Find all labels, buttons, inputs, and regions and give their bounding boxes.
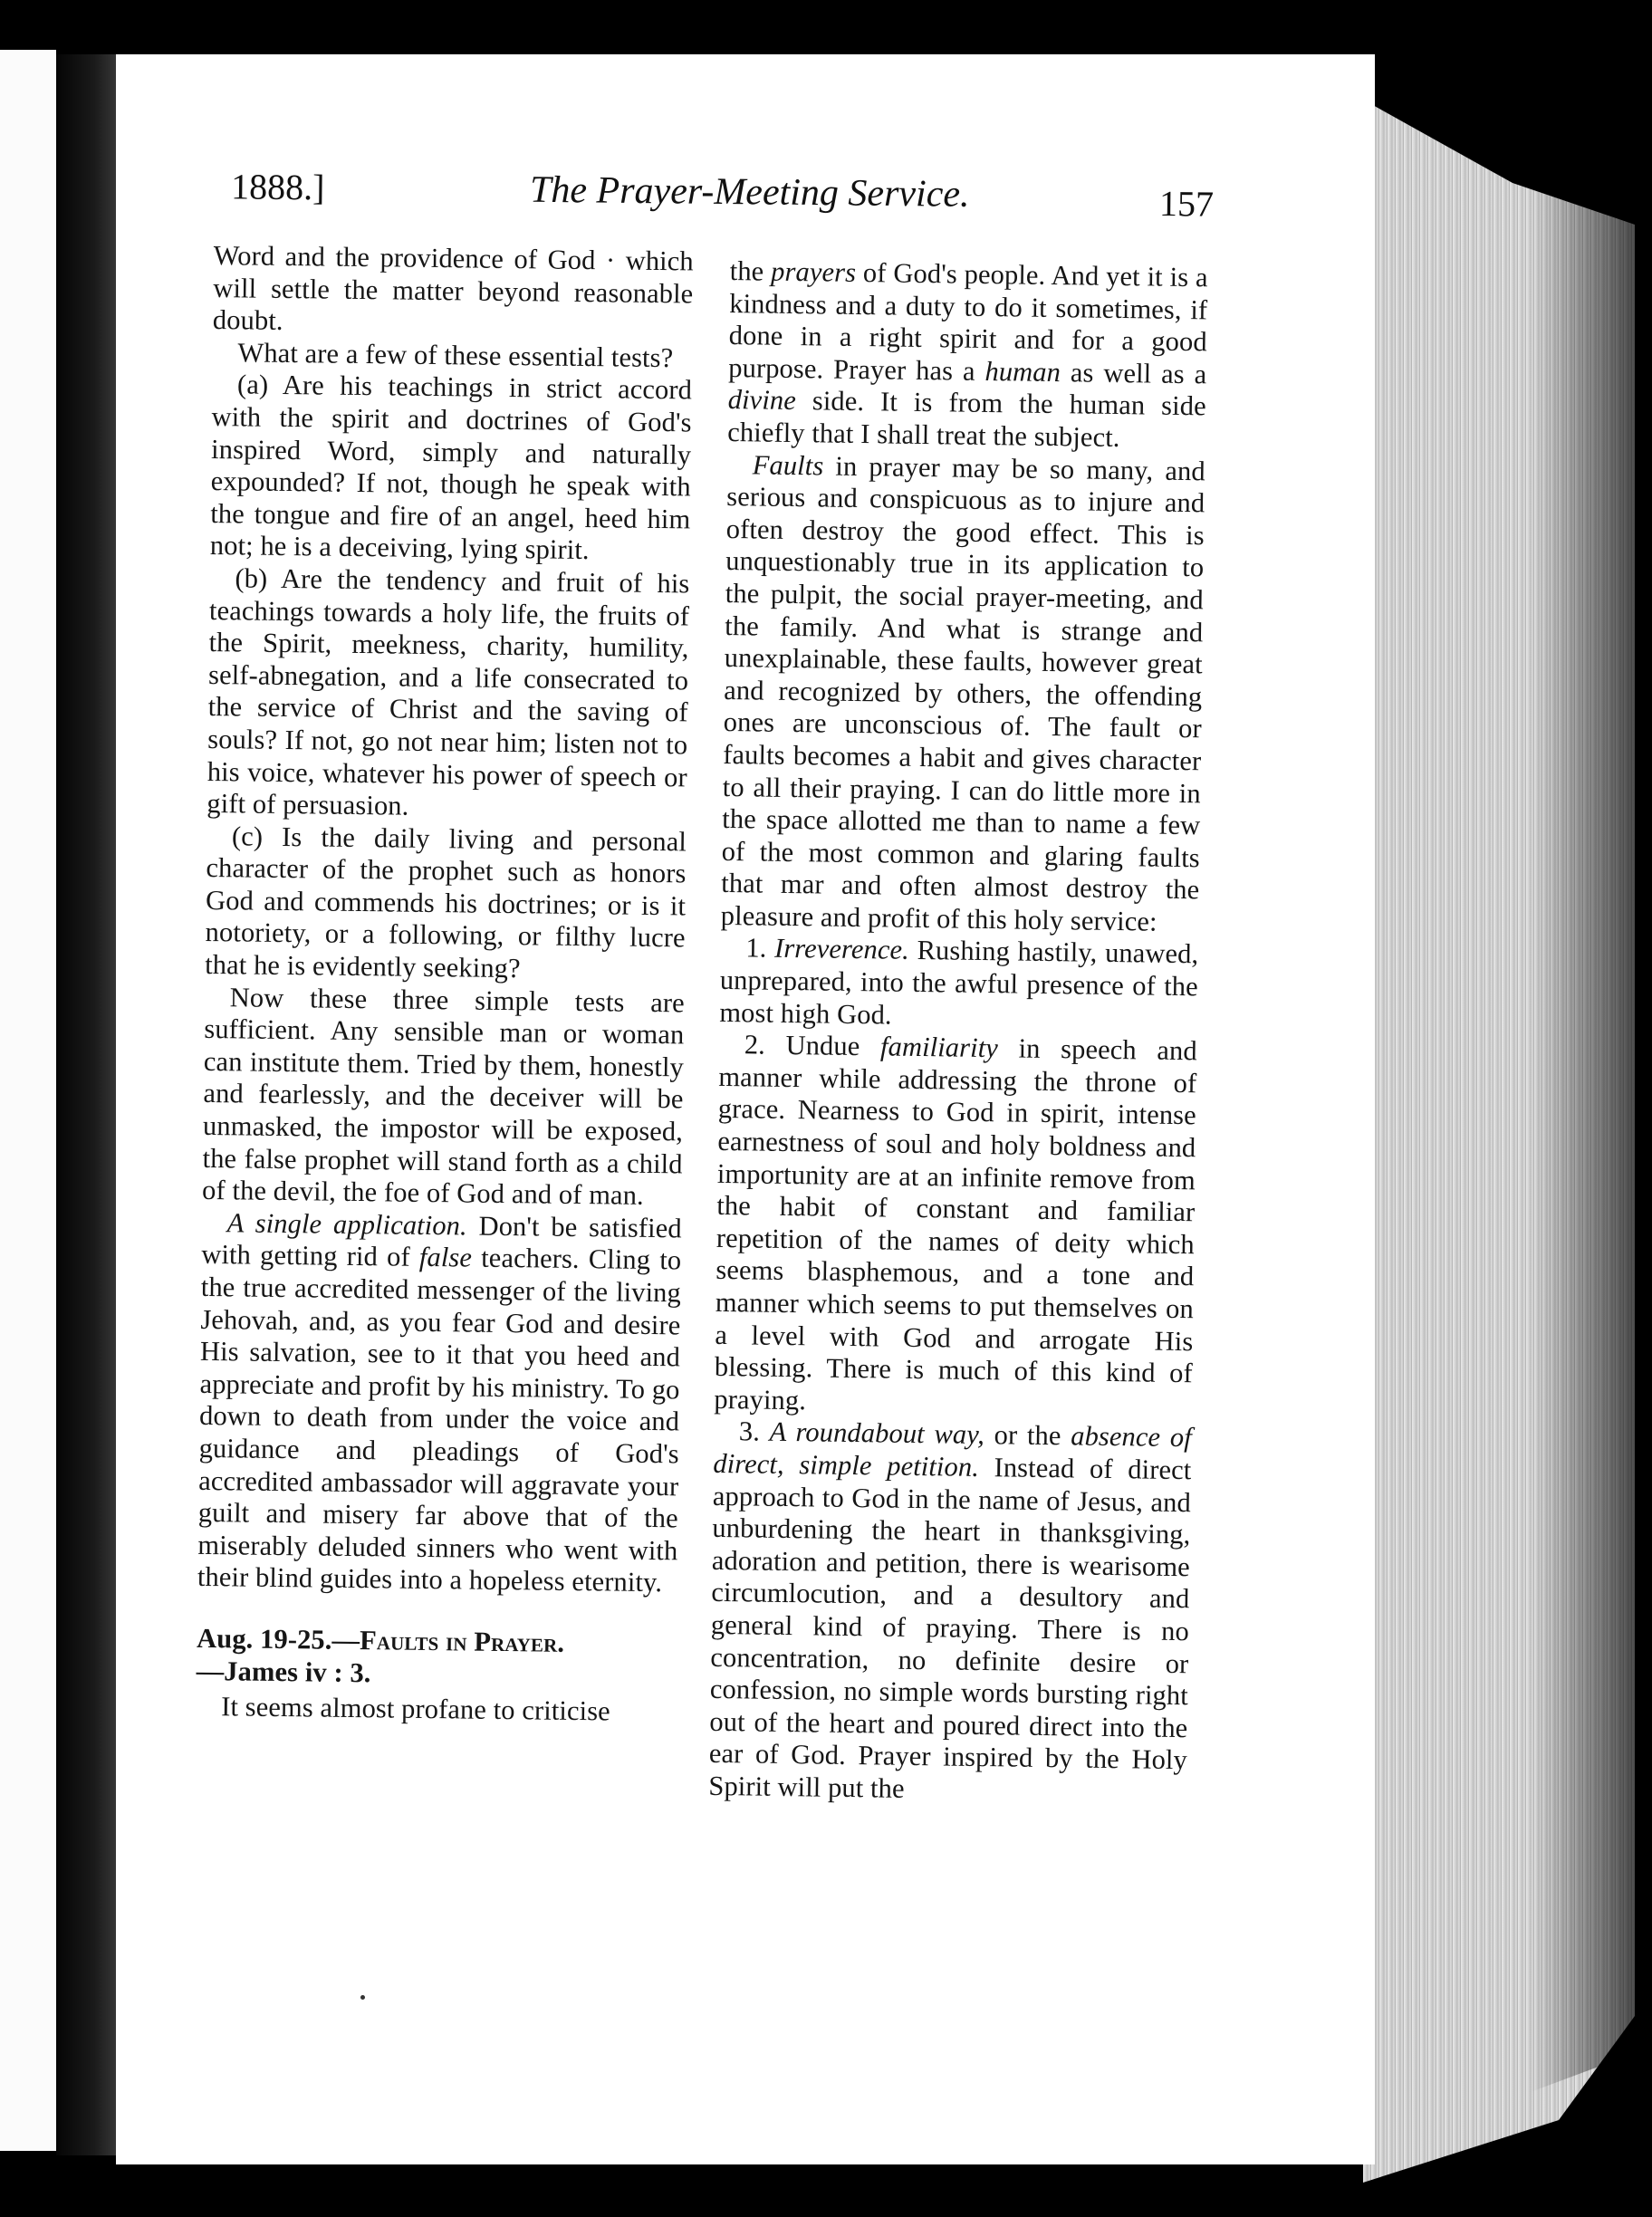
- text-run: side. It is from the human side chiefly that I shall treat the subject.: [727, 385, 1206, 453]
- italic-term: familiarity: [879, 1031, 999, 1064]
- fault-item-1: [719, 932, 1198, 1035]
- text-run: Instead of direct approach to God in the name of Jesus, and unburdening the heart in thanksgiving, adoration and petition, there is wearisome circumlocution, and a desultory and general kind of praying. There is no concentration, no definite desire or confession, no simple words bursting right out of the heart and poured direct into the ear of God. Prayer inspired by the Holy Spirit will put the: [708, 1451, 1192, 1804]
- text-run: Rushing hastily, unawed, unprepared, into the awful presence of the most high God.: [719, 935, 1199, 1031]
- text-run: teachers. Cling to the true accredited messenger of the living Jehovah, and, as you fear God and desire His salvation, see to it that you heed and appreciate and profit by his ministry. To go down to death from under the voice and guidance and pleadings of God's accredited ambassador will aggravate your guilt and misery far above that of the miserably deluded sinners who went with their blind guides into a hopeless eternity.: [197, 1242, 682, 1598]
- paragraph: [727, 255, 1208, 456]
- book-gutter: [56, 54, 120, 2155]
- text-run: Don't be satisfied with getting rid of: [201, 1210, 682, 1273]
- text-run: in speech and manner while addressing the throne of grace. Nearness to God in spirit, intense earnestness of soul and holy boldness and importunity are at an infinite remove from the habit of constant and familiar repetition of the names of deity which seems blasphemous, and a tone and manner which seems to put themselves on a level with God and arrogate His blessing. There is much of this kind of praying.: [714, 1032, 1198, 1416]
- item-number: 1.: [745, 932, 775, 965]
- ink-speck: [360, 1995, 365, 2000]
- item-number: 3.: [738, 1416, 770, 1448]
- section-reference: —James iv : 3.: [196, 1655, 371, 1688]
- running-head-title: The Prayer-Meeting Service.: [529, 168, 970, 216]
- paragraph-test-a: (a) Are his teachings in strict accord with the spirit and doctrines of God's inspired Word, simply and naturally expounded? If not, though he speak with the tongue and fire of an angel, heed him not; he is a deceiving, lying spirit.: [209, 369, 693, 566]
- text-run: 2. Undue: [744, 1029, 881, 1062]
- paragraph-test-c: (c) Is the daily living and personal character of the prophet such as honors God and commends his doctrines; or is it notoriety, or a following, or filthy lucre that he is evidently seeking?: [205, 820, 687, 984]
- text-run: the: [729, 255, 772, 287]
- running-head-year: 1888.]: [230, 166, 325, 208]
- text-run: of God's people. And yet it is a kindness and a duty to do it sometimes, if done in a right spirit and for a good purpose. Prayer has a: [728, 256, 1208, 387]
- italic-word: Faults: [752, 448, 824, 482]
- italic-word: human: [984, 355, 1061, 388]
- previous-page-edge: [0, 50, 56, 2151]
- left-column: [196, 240, 694, 1729]
- italic-word: divine: [727, 384, 797, 417]
- text-run: as well as a: [1060, 356, 1207, 390]
- paragraph: What are a few of these essential tests?: [237, 337, 674, 373]
- italic-term: absence of direct, simple petition.: [713, 1420, 1193, 1483]
- page-number: 157: [1158, 183, 1215, 225]
- section-heading: [196, 1623, 677, 1694]
- page-edges-shadow: [1531, 145, 1635, 2092]
- text-run: in prayer may be so many, and serious and conspicuous as to injure and often destroy the good effect. This is unquestionably true in its application to the pulpit, the social prayer-meeting, and the family. And what is strange and unexplainable, these faults, however great and recognized by others, the offending ones are unconscious of. The fault or faults becomes a habit and gives character to all their praying. I can do little more in the space allotted me than to name a few of the most common and glaring faults that mar and often almost destroy the pleasure and profit of this holy service:: [720, 450, 1205, 937]
- section-title: Faults in Prayer.: [359, 1625, 565, 1658]
- section-date: Aug. 19-25.—: [196, 1622, 360, 1656]
- paragraph: Now these three simple tests are sufficient. Any sensible man or woman can institute them. Tried by them, honestly and fearlessly, and the deceiver will be unmasked, the impostor will be exposed, the false prophet will stand forth as a child of the devil, the foe of God and of man.: [201, 981, 685, 1212]
- text-run: or the: [984, 1419, 1071, 1452]
- fault-item-2: [714, 1029, 1197, 1422]
- italic-term: Irreverence.: [773, 933, 910, 966]
- paragraph: [197, 1207, 682, 1600]
- paragraph: It seems almost profane to criticise: [221, 1691, 611, 1727]
- italic-term: A roundabout way,: [769, 1416, 985, 1451]
- paragraph: Word and the providence of God · which will settle the matter beyond reasonable doubt.: [212, 240, 694, 337]
- italic-word: false: [418, 1242, 473, 1273]
- fault-item-3: [708, 1416, 1192, 1809]
- italic-lead: A single application.: [226, 1207, 467, 1242]
- italic-word: prayers: [770, 255, 857, 288]
- paragraph-test-b: (b) Are the tendency and fruit of his teachings towards a holy life, the fruits of the Spirit, meekness, charity, humility, self-abnegation, and a life consecrated to the service of Christ and the saving of souls? If not, go not near him; listen not to his voice, whatever his power of speech or gift of persuasion.: [206, 562, 690, 821]
- paragraph: [721, 449, 1205, 939]
- right-column: [708, 255, 1208, 1809]
- running-head: [231, 165, 1215, 229]
